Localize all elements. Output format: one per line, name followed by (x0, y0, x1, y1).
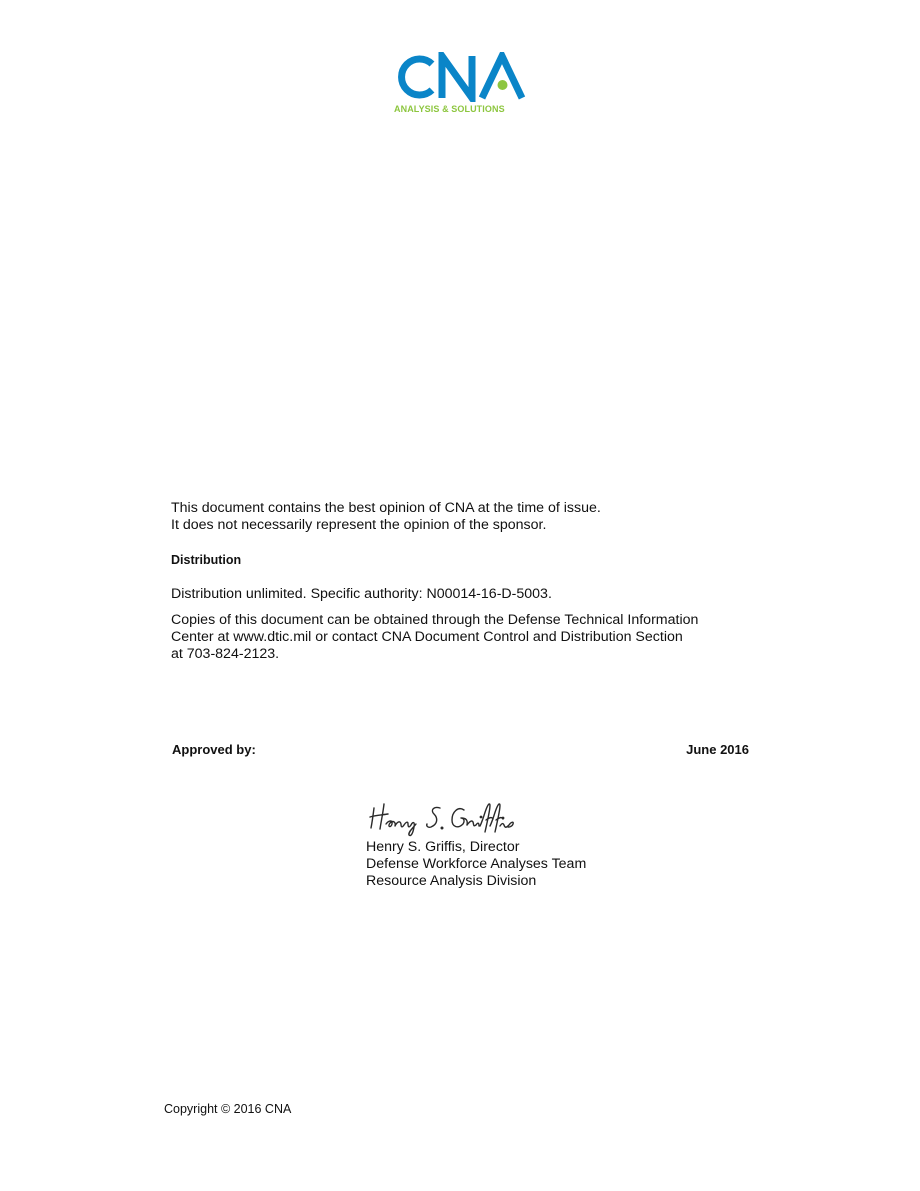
approval-date: June 2016 (686, 742, 749, 757)
disclaimer-line: This document contains the best opinion of CNA at the time of issue. (171, 500, 601, 516)
signer-name: Henry S. Griffis, Director (366, 839, 520, 855)
disclaimer-line: It does not necessarily represent the opinion of the sponsor. (171, 517, 547, 533)
signer-division: Resource Analysis Division (366, 873, 537, 889)
copies-line: at 703-824-2123. (171, 646, 280, 662)
cna-wordmark-icon (392, 52, 528, 102)
copies-line: Center at www.dtic.mil or contact CNA Document Control and Distribution Section (171, 629, 683, 645)
approved-by-label: Approved by: (172, 742, 256, 757)
distribution-heading: Distribution (171, 553, 242, 567)
cna-logo (392, 52, 528, 118)
copies-text (171, 612, 698, 663)
copies-line: Copies of this document can be obtained through the Defense Technical Information (171, 612, 699, 628)
signer-block (366, 839, 586, 890)
copyright-notice: Copyright © 2016 CNA (164, 1102, 292, 1116)
distribution-statement: Distribution unlimited. Specific authority: N00014-16-D-5003. (171, 586, 552, 602)
logo-tagline: ANALYSIS & SOLUTIONS (394, 104, 505, 114)
signature-icon (368, 798, 518, 838)
signer-team: Defense Workforce Analyses Team (366, 856, 587, 872)
disclaimer-text (171, 500, 601, 534)
